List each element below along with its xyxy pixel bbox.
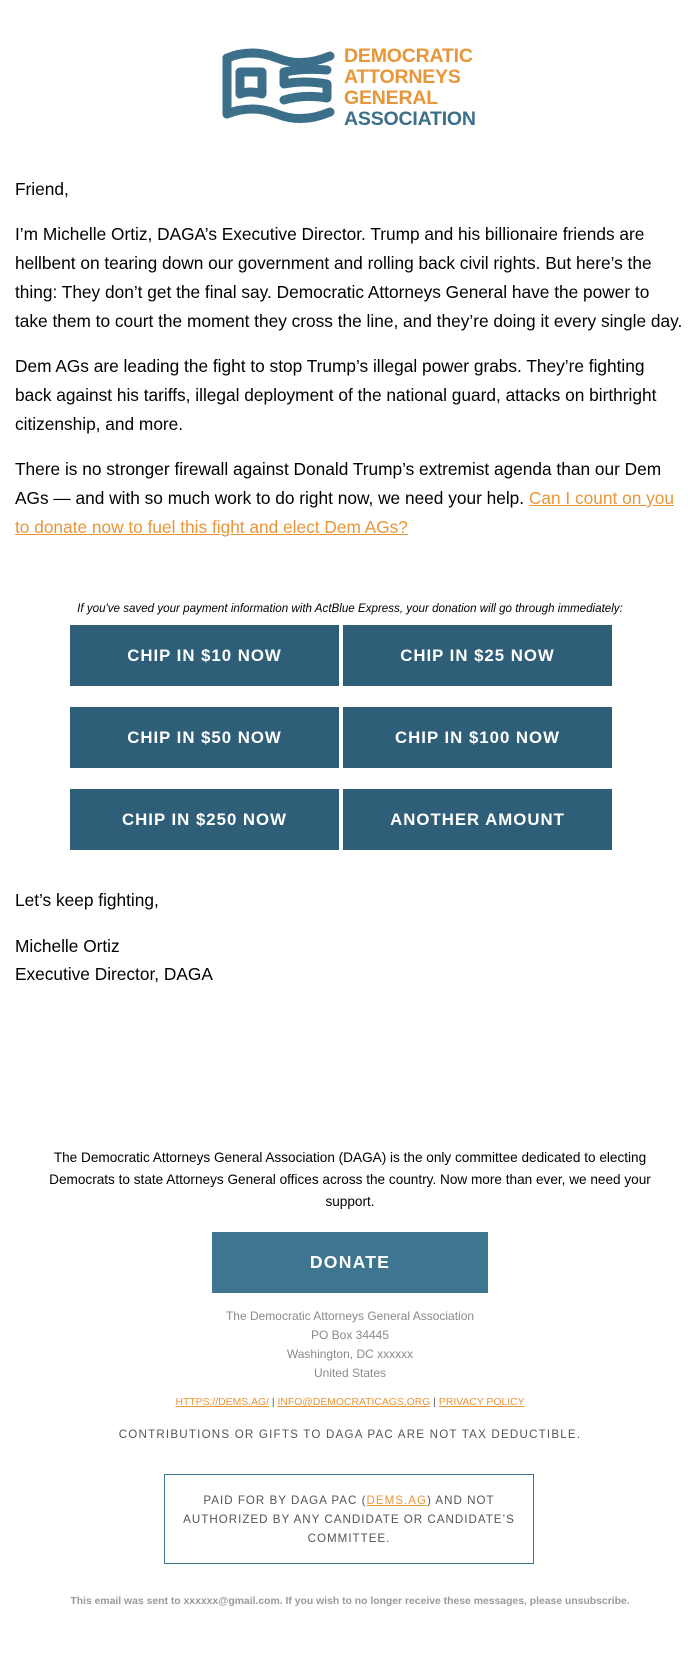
letter-body	[15, 175, 685, 558]
link-separator: |	[433, 1397, 436, 1408]
chip-in-25-button[interactable]: CHIP IN $25 NOW	[343, 625, 612, 686]
donate-button[interactable]: DONATE	[212, 1232, 488, 1293]
logo-line-4: ASSOCIATION	[344, 108, 476, 130]
actblue-express-note: If you've saved your payment information with ActBlue Express, your donation will go through immediately:	[77, 602, 623, 615]
donate-ask-link[interactable]: Can I count on you to donate now to fuel this fight and elect Dem AGs?	[15, 488, 674, 537]
logo-line-2: ATTORNEYS	[344, 66, 461, 88]
chip-in-10-button[interactable]: CHIP IN $10 NOW	[70, 625, 339, 686]
chip-in-50-button[interactable]: CHIP IN $50 NOW	[70, 707, 339, 768]
footer-about: The Democratic Attorneys General Association (DAGA) is the only committee dedicated to electing Democrats to state Attorneys General offices across the country. Now more than ever, we need your support.	[49, 1150, 651, 1209]
signer-name: Michelle Ortiz	[15, 936, 120, 956]
flag-ag-logo-icon	[222, 44, 340, 130]
paid-for-prefix: PAID FOR BY DAGA PAC (	[203, 1493, 367, 1507]
chip-in-100-button[interactable]: CHIP IN $100 NOW	[343, 707, 612, 768]
paid-for-suffix: ) AND NOT AUTHORIZED BY ANY CANDIDATE OR CANDIDATE’S COMMITTEE.	[183, 1493, 515, 1545]
address-line-1: The Democratic Attorneys General Association	[225, 1309, 475, 1323]
unsubscribe-note: This email was sent to xxxxxx@gmail.com. If you wish to no longer receive these messages, please unsubscribe.	[70, 1596, 630, 1607]
logo-line-1: DEMOCRATIC	[344, 45, 473, 67]
privacy-policy-link[interactable]: PRIVACY POLICY	[438, 1397, 525, 1408]
dems-ag-link[interactable]: DEMS.AG	[366, 1493, 427, 1507]
another-amount-button[interactable]: ANOTHER AMOUNT	[343, 789, 612, 850]
tax-disclaimer: CONTRIBUTIONS OR GIFTS TO DAGA PAC ARE NOT TAX DEDUCTIBLE.	[118, 1428, 582, 1441]
greeting: Friend,	[15, 179, 69, 199]
mailing-address	[0, 1307, 700, 1383]
logo-line-3: GENERAL	[344, 87, 438, 109]
address-line-3: Washington, DC xxxxxx	[286, 1347, 414, 1361]
paragraph-1: I’m Michelle Ortiz, DAGA’s Executive Director. Trump and his billionaire friends are hellbent on tearing down our government and rolling back civil rights. But here’s the thing: They don’t get the final say. Democratic Attorneys General have the power to take them to court the moment they cross the line, and they’re doing it every single day.	[15, 224, 683, 331]
address-line-4: United States	[313, 1366, 387, 1380]
daga-logo	[222, 44, 482, 130]
closing: Let’s keep fighting,	[15, 890, 159, 910]
email-link[interactable]: INFO@DEMOCRATICAGS.ORG	[277, 1397, 431, 1408]
paragraph-2: Dem AGs are leading the fight to stop Trump’s illegal power grabs. They’re fighting back against his tariffs, illegal deployment of the national guard, attacks on birthright citizenship, and more.	[15, 356, 657, 434]
paragraph-3	[15, 455, 685, 542]
signer-title: Executive Director, DAGA	[15, 964, 213, 984]
address-line-2: PO Box 34445	[310, 1328, 390, 1342]
chip-in-250-button[interactable]: CHIP IN $250 NOW	[70, 789, 339, 850]
link-separator: |	[271, 1397, 275, 1408]
paragraph-3-text: There is no stronger firewall against Donald Trump’s extremist agenda than our Dem AGs — and with so much work to do right now, we need your help.	[15, 459, 662, 508]
website-link[interactable]: HTTPS://DEMS.AG/	[175, 1397, 269, 1408]
footer-links	[0, 1397, 700, 1408]
paid-for-disclaimer	[164, 1474, 534, 1564]
